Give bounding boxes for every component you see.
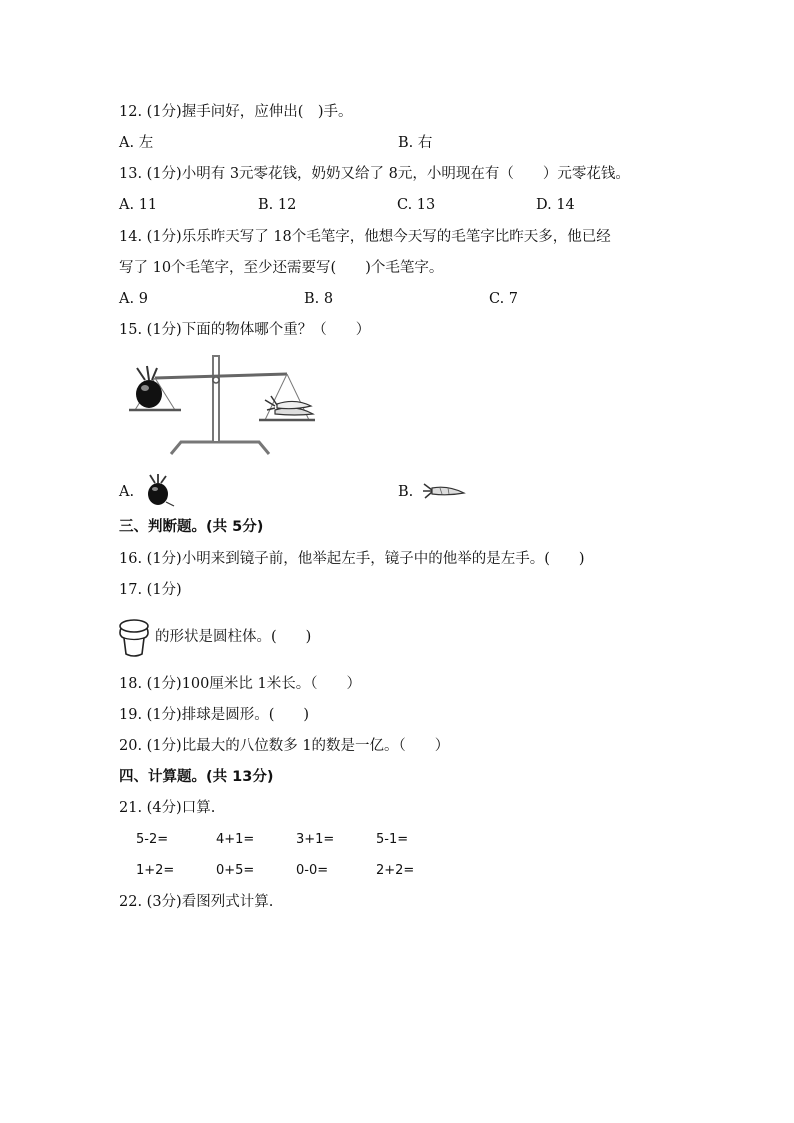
q13-option-d: D. 14: [536, 197, 575, 213]
question-17: 17. (1分): [119, 582, 182, 598]
calc-item: 2+2=: [376, 863, 415, 878]
question-15: 15. (1分)下面的物体哪个重？（ ）: [119, 322, 371, 338]
q12-option-b: B. 右: [398, 135, 433, 151]
q15-option-b: B.: [398, 484, 414, 500]
calc-item: 3+1=: [296, 832, 335, 847]
q15-option-a: A.: [119, 484, 135, 500]
question-16: 16. (1分)小明来到镜子前，他举起左手，镜子中的他举的是左手。( ): [119, 551, 585, 567]
calc-item: 5-2=: [136, 832, 169, 847]
q13-option-b: B. 12: [258, 197, 297, 213]
cylinder-cup-icon: [118, 618, 154, 658]
balance-scale-image: [125, 350, 325, 462]
question-21: 21. (4分)口算.: [119, 800, 216, 816]
question-19: 19. (1分)排球是圆形。( ): [119, 707, 310, 723]
q14-option-a: A. 9: [119, 291, 148, 307]
calc-item: 1+2=: [136, 863, 175, 878]
section-4-heading: 四、计算题。(共 13分): [119, 769, 274, 785]
calc-item: 0-0=: [296, 863, 329, 878]
q12-option-a: A. 左: [119, 135, 154, 151]
question-22: 22. (3分)看图列式计算.: [119, 894, 274, 910]
question-20: 20. (1分)比最大的八位数多 1的数是一亿。（ ）: [119, 738, 450, 754]
calc-item: 0+5=: [216, 863, 255, 878]
section-3-heading: 三、判断题。(共 5分): [119, 519, 264, 535]
carrot-icon: [422, 482, 466, 500]
q13-option-c: C. 13: [397, 197, 436, 213]
calc-item: 5-1=: [376, 832, 409, 847]
q14-option-c: C. 7: [489, 291, 519, 307]
question-13: 13. (1分)小明有 3元零花钱，奶奶又给了 8元，小明现在有（ ）元零花钱。: [119, 166, 630, 182]
radish-icon: [142, 474, 178, 508]
q13-option-a: A. 11: [119, 197, 158, 213]
question-18: 18. (1分)100厘米比 1米长。（ ）: [119, 676, 361, 692]
question-14-line1: 14. (1分)乐乐昨天写了 18个毛笔字，他想今天写的毛笔字比昨天多，他已经: [119, 229, 611, 245]
q14-option-b: B. 8: [304, 291, 334, 307]
question-12: 12. (1分)握手问好，应伸出( )手。: [119, 104, 353, 120]
question-14-line2: 写了 10个毛笔字，至少还需要写( )个毛笔字。: [119, 260, 444, 276]
question-17-tail: 的形状是圆柱体。( ): [155, 629, 312, 645]
calc-item: 4+1=: [216, 832, 255, 847]
